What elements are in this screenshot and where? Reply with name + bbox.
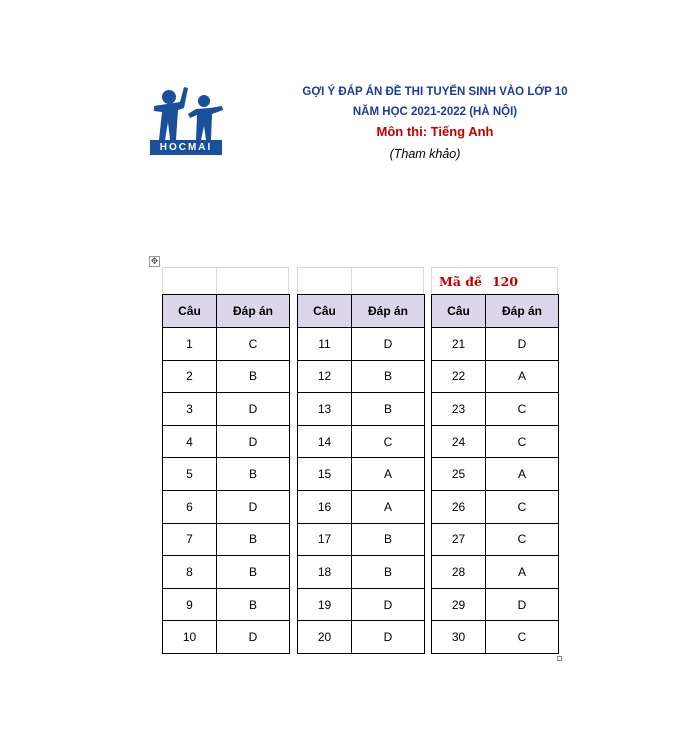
answer-block-3 (431, 267, 558, 654)
answer-value: B (217, 458, 290, 491)
blank-top-row (162, 267, 289, 294)
question-header: Câu (432, 295, 486, 328)
two-figures-logo-icon (150, 84, 224, 140)
table-row (432, 523, 559, 556)
table-row (298, 458, 425, 491)
hocmai-logo (150, 84, 224, 156)
question-number: 16 (298, 490, 352, 523)
answer-value: A (352, 458, 425, 491)
question-number: 6 (163, 490, 217, 523)
question-number: 9 (163, 588, 217, 621)
question-number: 13 (298, 393, 352, 426)
question-number: 21 (432, 328, 486, 361)
question-number: 30 (432, 621, 486, 654)
answer-value: B (352, 393, 425, 426)
answer-value: C (486, 393, 559, 426)
question-number: 18 (298, 556, 352, 589)
question-number: 29 (432, 588, 486, 621)
table-row (298, 523, 425, 556)
table-row (163, 490, 290, 523)
answer-value: B (217, 360, 290, 393)
table-row (163, 425, 290, 458)
question-number: 2 (163, 360, 217, 393)
question-number: 5 (163, 458, 217, 491)
table-row (298, 621, 425, 654)
answer-value: D (486, 328, 559, 361)
answer-value: B (352, 360, 425, 393)
answer-value: B (217, 556, 290, 589)
subject-title: Môn thi: Tiếng Anh (376, 124, 494, 139)
question-number: 3 (163, 393, 217, 426)
answer-header: Đáp án (486, 295, 559, 328)
table-row (432, 621, 559, 654)
answer-value: D (217, 425, 290, 458)
answer-block-2 (297, 267, 424, 654)
table-move-handle-icon[interactable]: ✥ (150, 256, 159, 266)
question-number: 8 (163, 556, 217, 589)
blank-top-row (297, 267, 424, 294)
reference-note: (Tham khảo) (389, 147, 461, 161)
table-row (298, 393, 425, 426)
exam-code (431, 267, 558, 294)
table-row (432, 490, 559, 523)
question-number: 24 (432, 425, 486, 458)
question-number: 27 (432, 523, 486, 556)
question-number: 26 (432, 490, 486, 523)
answer-block-1 (162, 267, 289, 654)
answer-value: D (352, 621, 425, 654)
table-row (163, 556, 290, 589)
answer-value: C (486, 425, 559, 458)
table-row (298, 360, 425, 393)
question-number: 22 (432, 360, 486, 393)
question-number: 7 (163, 523, 217, 556)
question-number: 20 (298, 621, 352, 654)
table-row (432, 425, 559, 458)
answer-value: A (486, 458, 559, 491)
answer-value: B (217, 588, 290, 621)
question-number: 28 (432, 556, 486, 589)
title-line-2: NĂM HỌC 2021-2022 (HÀ NỘI) (352, 106, 518, 118)
answer-value: A (352, 490, 425, 523)
question-header: Câu (298, 295, 352, 328)
answer-value: D (217, 621, 290, 654)
table-resize-handle-icon[interactable] (557, 656, 562, 661)
answer-table-3 (431, 294, 559, 654)
table-row (432, 556, 559, 589)
title-line-1: GỢI Ý ĐÁP ÁN ĐỀ THI TUYỂN SINH VÀO LỚP 10 (302, 86, 568, 98)
table-row (298, 425, 425, 458)
answer-value: C (486, 621, 559, 654)
answer-value: A (486, 360, 559, 393)
question-number: 12 (298, 360, 352, 393)
table-row (432, 588, 559, 621)
table-row (163, 621, 290, 654)
answer-value: D (217, 393, 290, 426)
question-number: 10 (163, 621, 217, 654)
table-row (163, 393, 290, 426)
answer-table-1 (162, 294, 290, 654)
table-row (298, 328, 425, 361)
answer-value: C (486, 523, 559, 556)
table-row (163, 458, 290, 491)
question-number: 1 (163, 328, 217, 361)
table-row (163, 360, 290, 393)
table-row (432, 458, 559, 491)
table-row (432, 393, 559, 426)
question-number: 19 (298, 588, 352, 621)
table-row (298, 556, 425, 589)
answer-value: A (486, 556, 559, 589)
answer-value: D (352, 328, 425, 361)
table-row (432, 328, 559, 361)
answer-value: C (352, 425, 425, 458)
answer-value: C (217, 328, 290, 361)
question-number: 11 (298, 328, 352, 361)
table-row (163, 523, 290, 556)
answer-header: Đáp án (352, 295, 425, 328)
answer-value: B (352, 523, 425, 556)
document-header (280, 84, 590, 163)
question-number: 25 (432, 458, 486, 491)
answer-table-2 (297, 294, 425, 654)
answer-value: D (217, 490, 290, 523)
question-number: 23 (432, 393, 486, 426)
question-header: Câu (163, 295, 217, 328)
answer-header: Đáp án (217, 295, 290, 328)
table-row (163, 328, 290, 361)
question-number: 14 (298, 425, 352, 458)
table-row (163, 588, 290, 621)
question-number: 17 (298, 523, 352, 556)
table-row (298, 588, 425, 621)
answer-value: D (352, 588, 425, 621)
table-row (432, 360, 559, 393)
exam-code-value: 120 (491, 274, 519, 289)
answer-value: C (486, 490, 559, 523)
question-number: 4 (163, 425, 217, 458)
answer-value: B (352, 556, 425, 589)
exam-code-row (431, 267, 558, 294)
answer-value: B (217, 523, 290, 556)
answer-value: D (486, 588, 559, 621)
exam-code-label: Mã đề (439, 274, 482, 289)
table-row (298, 490, 425, 523)
logo-text: HOCMAI (150, 140, 222, 155)
question-number: 15 (298, 458, 352, 491)
